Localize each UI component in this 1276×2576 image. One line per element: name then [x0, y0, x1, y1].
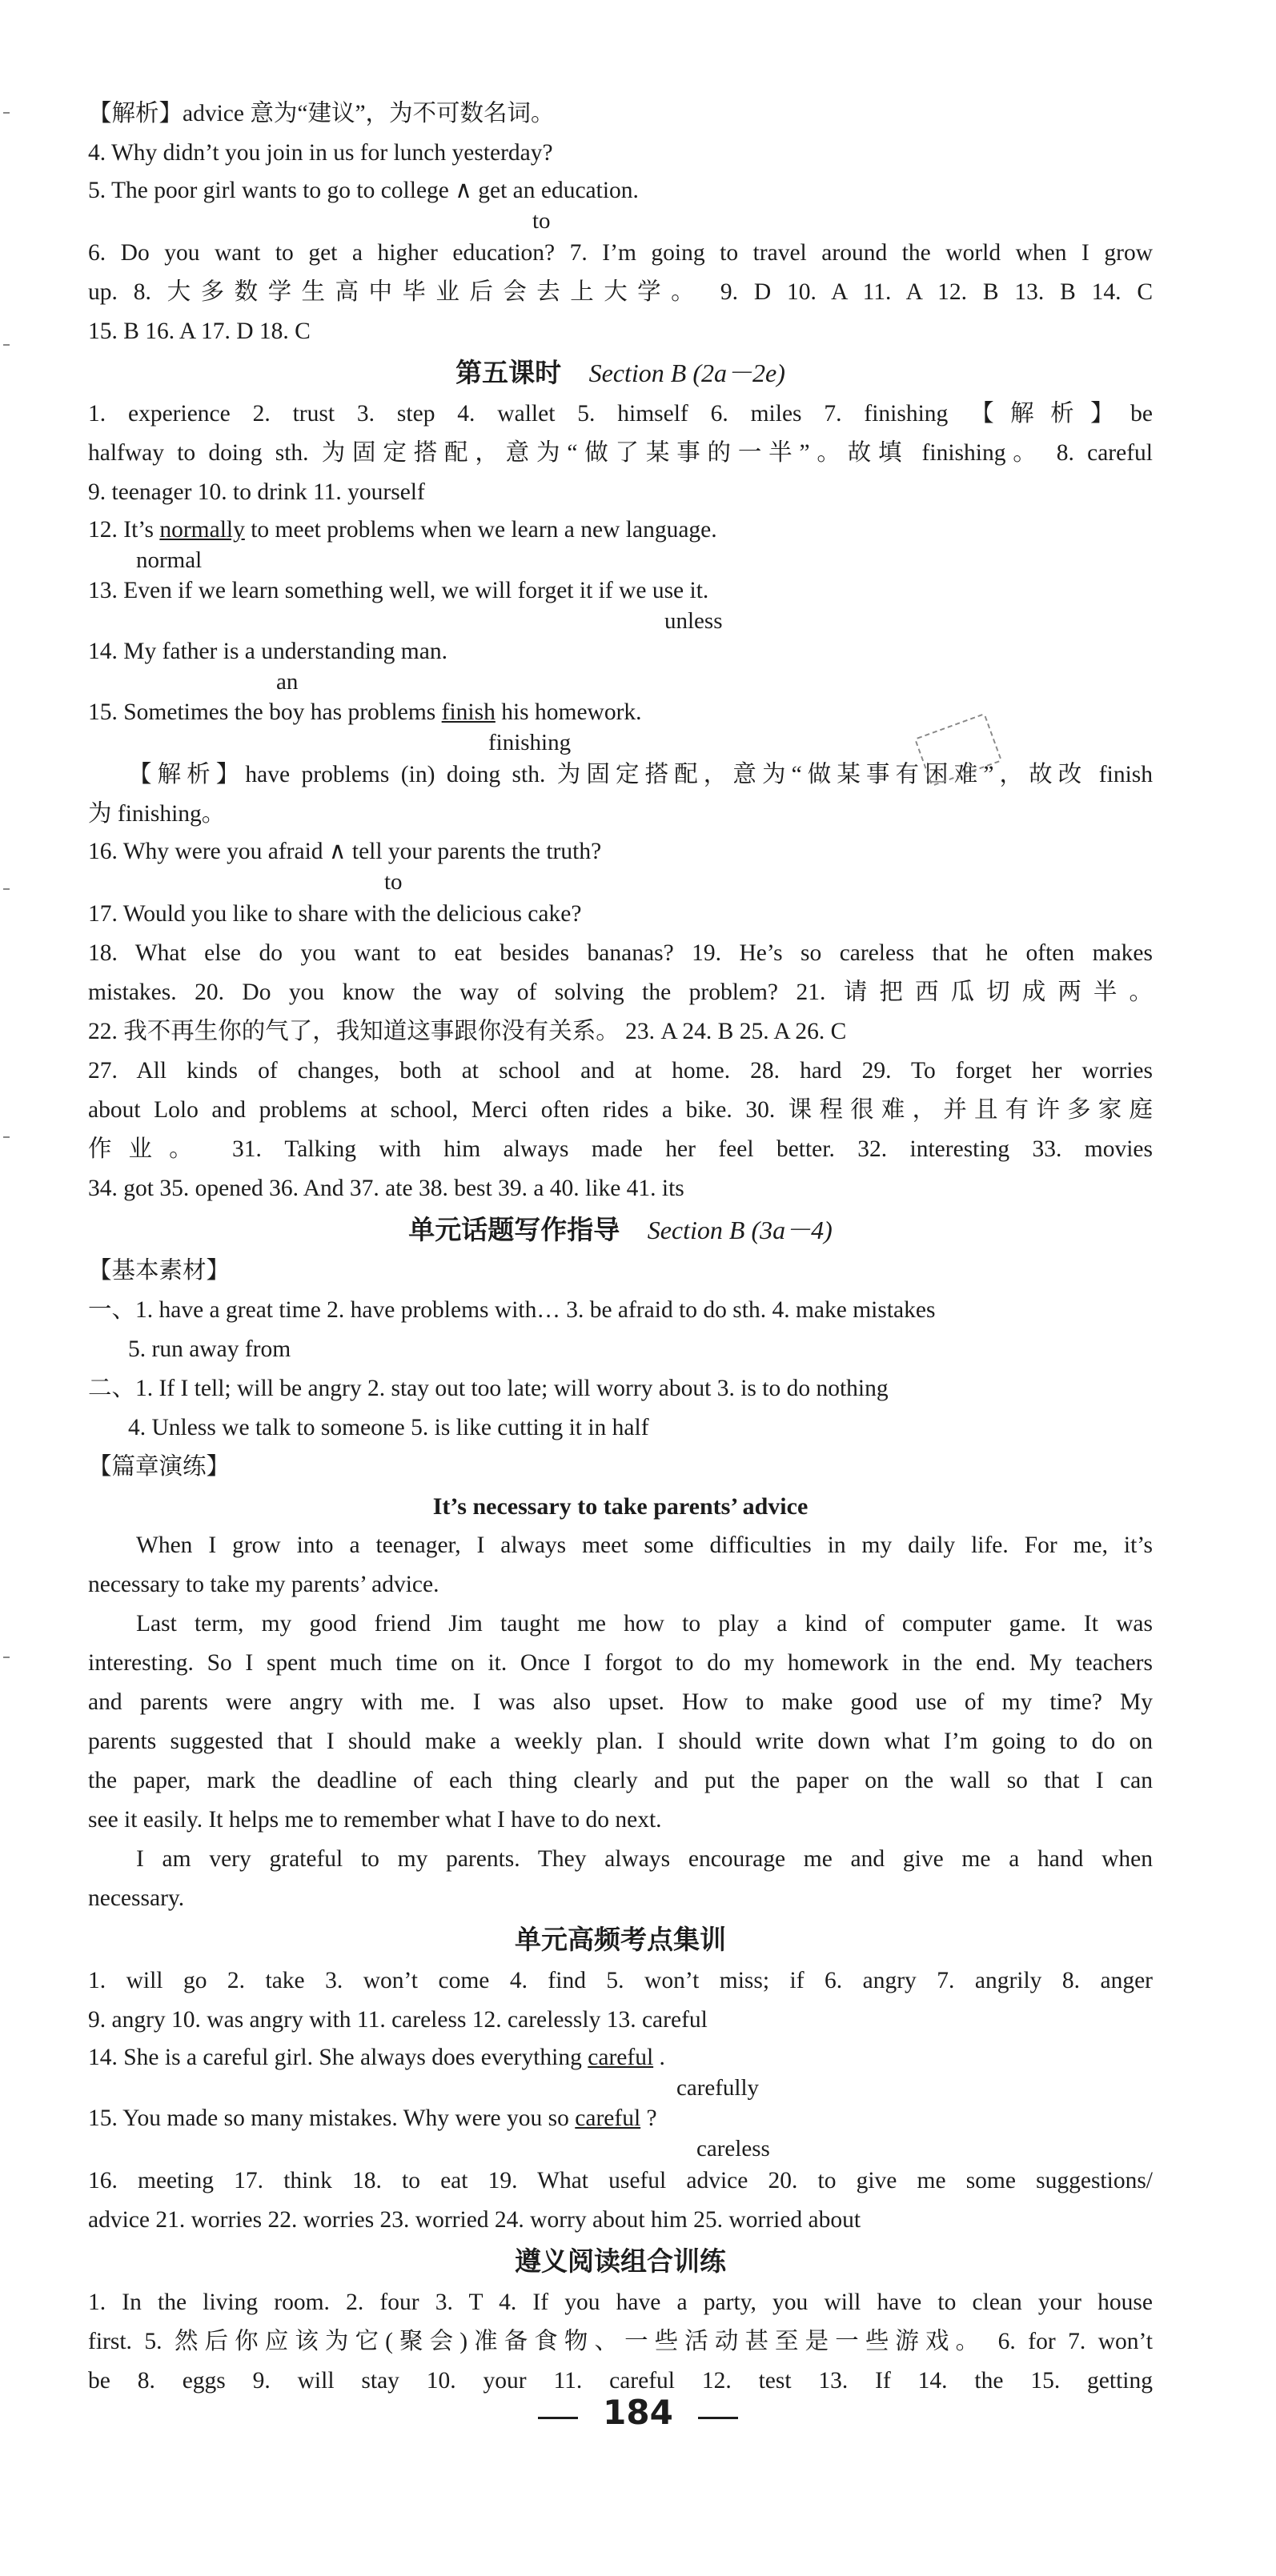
text-line: 4. Unless we talk to someone 5. is like cutting it in half: [128, 1415, 649, 1440]
error-word: careful: [575, 2105, 641, 2131]
binding-mark: [3, 1657, 10, 1658]
text-fragment: 15. Sometimes the boy has problems: [88, 699, 442, 725]
correction-line: [88, 869, 1153, 895]
section-heading: 单元高频考点集训: [515, 1924, 726, 1955]
correction-word: finishing: [488, 730, 572, 755]
error-word: finish: [441, 699, 496, 725]
section-subtitle: Section B (3a－4): [647, 1216, 833, 1244]
essay-title: It’s necessary to take parents’ advice: [432, 1493, 809, 1520]
text-line: 9. angry 10. was angry with 11. careless 12. carelessly 13. careful: [88, 2007, 708, 2033]
section-title: 第五课时: [455, 357, 562, 388]
correction-word: an: [276, 669, 299, 695]
text-fragment: his homework.: [495, 699, 642, 725]
text-line: [88, 2040, 1153, 2075]
text-line: 5. The poor girl wants to go to college ∧ get an education.: [88, 178, 639, 203]
text-fragment: to meet problems when we learn a new language.: [244, 517, 717, 543]
text-line: [88, 695, 1153, 730]
text-line: 一、1. have a great time 2. have problems with… 3. be afraid to do sth. 4. make mistakes: [88, 1297, 936, 1323]
text-line: 17. Would you like to share with the delicious cake?: [88, 901, 582, 927]
text-line: 16. Why were you afraid ∧ tell your parents the truth?: [88, 839, 602, 864]
correction-word: to: [532, 208, 551, 234]
text-line: be 8. eggs 9. will stay 10. your 11. careful 12. test 13. If 14. the 15. getting: [88, 2368, 1153, 2394]
text-line: 14. My father is a understanding man.: [88, 639, 447, 664]
text-fragment: 15. You made so many mistakes. Why were you so: [88, 2105, 576, 2131]
section-heading: [88, 351, 1153, 395]
correction-word: careless: [696, 2136, 770, 2161]
correction-word: unless: [664, 608, 723, 634]
page-number-dash-right: [698, 2417, 738, 2419]
text-line: 为 finishing。: [88, 801, 226, 827]
error-word: normally: [159, 517, 245, 543]
text-line: 9. teenager 10. to drink 11. yourself: [88, 479, 425, 505]
essay-line: necessary.: [88, 1885, 185, 1911]
correction-line: [88, 669, 1153, 695]
error-word: careful: [588, 2045, 654, 2070]
text-line: 13. Even if we learn something well, we will forget it if we use it.: [88, 578, 709, 603]
text-line: 【基本素材】: [88, 1258, 231, 1284]
essay-line: When I grow into a teenager, I always meet some difficulties in my daily life. For me, it’s: [136, 1532, 1153, 1558]
essay-line: I am very grateful to my parents. They always encourage me and give me a hand when: [136, 1846, 1153, 1872]
correction-word: carefully: [676, 2075, 760, 2101]
essay-line: necessary to take my parents’ advice.: [88, 1572, 439, 1597]
section-subtitle: Section B (2a－2e): [588, 359, 785, 387]
text-line: 18. What else do you want to eat besides bananas? 19. He’s so careless that he often makes: [88, 940, 1153, 966]
essay-line: interesting. So I spent much time on it. Once I forgot to do my homework in the end. My teachers: [88, 1650, 1153, 1676]
essay-line: parents suggested that I should make a weekly plan. I should write down what I’m going to do on: [88, 1729, 1153, 1754]
text-line: 6. Do you want to get a higher education? 7. I’m going to travel around the world when I grow: [88, 240, 1153, 266]
section-heading: 遵义阅读组合训练: [515, 2245, 726, 2277]
essay-line: the paper, mark the deadline of each thing clearly and put the paper on the wall so that I can: [88, 1768, 1153, 1793]
binding-mark: [3, 344, 10, 346]
text-line: 1. experience 2. trust 3. step 4. wallet 5. himself 6. miles 7. finishing 【解析】be: [88, 401, 1153, 427]
text-line: 22. 我不再生你的气了，我知道这事跟你没有关系。 23. A 24. B 25. A 26. C: [88, 1019, 847, 1044]
text-line: 5. run away from: [128, 1336, 291, 1362]
text-line: halfway to doing sth. 为固定搭配，意为“做了某事的一半”。故填 finishing。 8. careful: [88, 440, 1153, 466]
text-line: 16. meeting 17. think 18. to eat 19. What useful advice 20. to give me some suggestions/: [88, 2168, 1153, 2193]
text-line: 【解析】have problems (in) doing sth. 为固定搭配，意为“做某事有困难”，故改 finish: [128, 762, 1153, 787]
answer-content: [88, 94, 1153, 2401]
correction-line: [88, 608, 1153, 634]
text-fragment: 12. It’s: [88, 517, 160, 543]
text-line: 4. Why didn’t you join in us for lunch yesterday?: [88, 140, 553, 166]
text-fragment: ?: [640, 2105, 657, 2131]
correction-word: normal: [136, 547, 203, 573]
text-line: 34. got 35. opened 36. And 37. ate 38. best 39. a 40. like 41. its: [88, 1176, 684, 1201]
text-line: about Lolo and problems at school, Merci often rides a bike. 30. 课程很难，并且有许多家庭: [88, 1097, 1153, 1123]
correction-line: [88, 2136, 1153, 2161]
essay-line: and parents were angry with me. I was also upset. How to make good use of my time? My: [88, 1689, 1153, 1715]
text-line: 作业。 31. Talking with him always made her feel better. 32. interesting 33. movies: [88, 1136, 1153, 1162]
binding-mark: [3, 888, 10, 890]
essay-line: Last term, my good friend Jim taught me how to play a kind of computer game. It was: [136, 1611, 1153, 1637]
section-heading: [88, 1208, 1153, 1252]
page-number: 184: [603, 2393, 673, 2432]
text-line: 1. In the living room. 2. four 3. T 4. If you have a party, you will have to clean your house: [88, 2290, 1153, 2315]
text-line: 二、1. If I tell; will be angry 2. stay out too late; will worry about 3. is to do nothing: [88, 1376, 889, 1401]
correction-line: [88, 208, 1153, 234]
correction-line: [88, 2075, 1153, 2101]
section-title: 单元话题写作指导: [408, 1214, 620, 1245]
text-line: up. 8. 大多数学生高中毕业后会去上大学。 9. D 10. A 11. A 12. B 13. B 14. C: [88, 279, 1153, 305]
text-line: mistakes. 20. Do you know the way of solving the problem? 21. 请把西瓜切成两半。: [88, 980, 1153, 1005]
text-line: 15. B 16. A 17. D 18. C: [88, 318, 311, 344]
correction-word: to: [384, 869, 403, 895]
essay-line: see it easily. It helps me to remember what I have to do next.: [88, 1807, 662, 1833]
text-line: first. 5. 然后你应该为它(聚会)准备食物、一些活动甚至是一些游戏。 6. for 7. won’t: [88, 2329, 1153, 2354]
text-line: 【解析】advice 意为“建议”，为不可数名词。: [88, 101, 555, 126]
binding-mark: [3, 112, 10, 114]
text-fragment: 14. She is a careful girl. She always does everything: [88, 2045, 588, 2070]
text-line: [88, 512, 1153, 547]
text-line: [88, 2101, 1153, 2136]
text-line: 27. All kinds of changes, both at school and at home. 28. hard 29. To forget her worries: [88, 1058, 1153, 1084]
text-line: advice 21. worries 22. worries 23. worried 24. worry about him 25. worried about: [88, 2207, 861, 2233]
text-line: 1. will go 2. take 3. won’t come 4. find 5. won’t miss; if 6. angry 7. angrily 8. anger: [88, 1968, 1153, 1993]
binding-mark: [3, 1136, 10, 1138]
correction-line: [88, 547, 1153, 573]
text-line: 【篇章演练】: [88, 1454, 231, 1480]
text-fragment: .: [653, 2045, 665, 2070]
